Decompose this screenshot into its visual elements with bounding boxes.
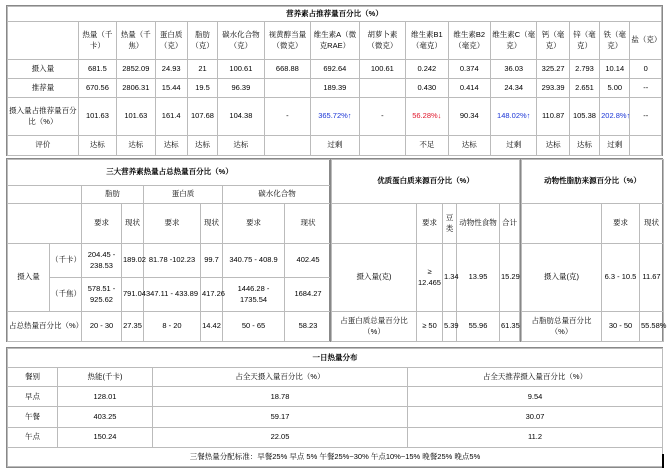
- section2-title: 三大营养素热量占总热量百分比（%）: [8, 160, 332, 186]
- value-cell: ≥ 12.465: [417, 244, 443, 312]
- table-row: [522, 244, 664, 312]
- table-row: [522, 312, 664, 342]
- header-cell: 锌（毫克）: [569, 22, 599, 60]
- value-cell: 340.75 - 408.9: [223, 244, 285, 278]
- value-cell: 24.34: [490, 79, 536, 98]
- daily-heat-section: [6, 347, 663, 468]
- table-row: [8, 79, 662, 98]
- row-label: 摄入量(克): [522, 244, 602, 312]
- value-cell: 15.44: [155, 79, 187, 98]
- excess-value: 202.8%↑: [600, 98, 630, 136]
- header-cell: 蛋白质（克）: [155, 22, 187, 60]
- quality-protein-section: [330, 158, 520, 342]
- value-cell: 11.67: [640, 244, 664, 312]
- intake-label: 摄入量: [8, 244, 50, 312]
- value-cell: 24.93: [155, 60, 187, 79]
- value-cell: 达标: [155, 136, 187, 156]
- value-cell: 6.3 - 10.5: [602, 244, 640, 312]
- value-cell: 达标: [218, 136, 264, 156]
- nutrient-header-row: [8, 22, 662, 60]
- value-cell: 668.88: [264, 60, 310, 79]
- header-cell: 钙（毫克）: [537, 22, 569, 60]
- header-cell: 维生素B2（毫克）: [448, 22, 490, 60]
- value-cell: 100.61: [359, 60, 405, 79]
- row-label: 占蛋白质总量百分比（%）: [332, 312, 417, 342]
- excess-value: 148.02%↑: [490, 98, 536, 136]
- header-cell: 热能(千卡): [58, 368, 153, 387]
- value-cell: 101.63: [117, 98, 155, 136]
- carb-header: 碳水化合物: [223, 186, 332, 204]
- value-cell: 2852.09: [117, 60, 155, 79]
- section4-title: 动物性脂肪来源百分比（%）: [522, 160, 664, 204]
- value-cell: 96.39: [218, 79, 264, 98]
- value-cell: 达标: [78, 136, 116, 156]
- excess-value: 365.72%↑: [311, 98, 360, 136]
- value-cell: --: [630, 98, 662, 136]
- value-cell: 不足: [406, 136, 448, 156]
- value-cell: 578.51 - 925.62: [82, 278, 122, 312]
- header-cell: 维生素B1（毫克）: [406, 22, 448, 60]
- value-cell: 325.27: [537, 60, 569, 79]
- value-cell: 55.96: [457, 312, 500, 342]
- row-label: 摄入量: [8, 60, 79, 79]
- value-cell: 105.38: [569, 98, 599, 136]
- distribution-standard-note: 三餐热量分配标准：早餐25% 早点 5% 午餐25%~30% 午点10%~15% 晚餐25% 晚点5%: [8, 447, 663, 466]
- value-cell: 14.42: [201, 312, 223, 342]
- value-cell: 1684.27: [285, 278, 332, 312]
- value-cell: 791.04: [122, 278, 144, 312]
- value-cell: 达标: [117, 136, 155, 156]
- daily-heat-table: [7, 348, 663, 467]
- value-cell: 150.24: [58, 427, 153, 447]
- value-cell: 21: [187, 60, 217, 79]
- value-cell: 107.68: [187, 98, 217, 136]
- value-cell: 61.35: [500, 312, 520, 342]
- value-cell: 204.45 - 238.53: [82, 244, 122, 278]
- value-cell: 59.17: [153, 407, 408, 427]
- unit-label: （千焦）: [50, 278, 82, 312]
- value-cell: 692.64: [311, 60, 360, 79]
- row-label: 占脂肪总量百分比（%）: [522, 312, 602, 342]
- unit-label: （千卡）: [50, 244, 82, 278]
- header-cell: 热量（千焦）: [117, 22, 155, 60]
- quality-protein-table: [331, 159, 520, 342]
- value-cell: 90.34: [448, 98, 490, 136]
- value-cell: 8 - 20: [144, 312, 201, 342]
- animal-fat-section: [520, 158, 667, 342]
- header-cell: 碳水化合物（克）: [218, 22, 264, 60]
- value-cell: 过剩: [311, 136, 360, 156]
- value-cell: [264, 136, 310, 156]
- table-row: [8, 278, 332, 312]
- header-cell: 胡萝卜素（微克）: [359, 22, 405, 60]
- value-cell: 过剩: [600, 136, 630, 156]
- value-cell: 0.430: [406, 79, 448, 98]
- value-cell: -: [359, 98, 405, 136]
- value-cell: 0: [630, 60, 662, 79]
- value-cell: 达标: [537, 136, 569, 156]
- value-cell: 19.5: [187, 79, 217, 98]
- value-cell: 36.03: [490, 60, 536, 79]
- value-cell: [630, 136, 662, 156]
- value-cell: 1446.28 - 1735.54: [223, 278, 285, 312]
- value-cell: 过剩: [490, 136, 536, 156]
- requirement-header: 要求: [417, 204, 443, 244]
- header-cell: 维生素C（毫克）: [490, 22, 536, 60]
- header-cell: 脂肪（克）: [187, 22, 217, 60]
- table-row: [8, 60, 662, 79]
- header-cell: 维生素A（微克RAE）: [311, 22, 360, 60]
- deficient-value: 56.28%↓: [406, 98, 448, 136]
- value-cell: 20 - 30: [82, 312, 122, 342]
- value-cell: 2806.31: [117, 79, 155, 98]
- meal-label: 午餐: [8, 407, 58, 427]
- meal-label: 早点: [8, 387, 58, 407]
- table-row: [8, 312, 332, 342]
- value-cell: 403.25: [58, 407, 153, 427]
- value-cell: -: [264, 98, 310, 136]
- header-cell: 铁（毫克）: [600, 22, 630, 60]
- value-cell: 417.26: [201, 278, 223, 312]
- value-cell: 10.14: [600, 60, 630, 79]
- status-header: 现状: [201, 204, 223, 244]
- value-cell: 达标: [569, 136, 599, 156]
- header-cell: 热量（千卡）: [78, 22, 116, 60]
- value-cell: 2.651: [569, 79, 599, 98]
- header-cell: 占全天摄入量百分比（%）: [153, 368, 408, 387]
- protein-header: 蛋白质: [144, 186, 223, 204]
- edge-marker: [662, 454, 664, 468]
- blank-cell: [8, 204, 82, 244]
- value-cell: 18.78: [153, 387, 408, 407]
- value-cell: 30.07: [408, 407, 663, 427]
- value-cell: 347.11 - 433.89: [144, 278, 201, 312]
- value-cell: 0.242: [406, 60, 448, 79]
- table-row: [8, 407, 663, 427]
- macronutrient-section: [6, 158, 330, 342]
- value-cell: 681.5: [78, 60, 116, 79]
- value-cell: 0.374: [448, 60, 490, 79]
- table-row: [8, 244, 332, 278]
- value-cell: --: [630, 79, 662, 98]
- value-cell: 达标: [187, 136, 217, 156]
- value-cell: ≥ 50: [417, 312, 443, 342]
- header-cell: 视黄醇当量（微克）: [264, 22, 310, 60]
- value-cell: 402.45: [285, 244, 332, 278]
- row-label: 摄入量占推荐量百分比（%）: [8, 98, 79, 136]
- table-row: [332, 244, 520, 312]
- requirement-header: 要求: [602, 204, 640, 244]
- value-cell: 9.54: [408, 387, 663, 407]
- value-cell: 50 - 65: [223, 312, 285, 342]
- value-cell: 293.39: [537, 79, 569, 98]
- value-cell: 670.56: [78, 79, 116, 98]
- section1-title: 营养素占推荐量百分比（%）: [8, 7, 662, 22]
- value-cell: 2.793: [569, 60, 599, 79]
- header-cell: 占全天推荐摄入量百分比（%）: [408, 368, 663, 387]
- value-cell: 30 - 50: [602, 312, 640, 342]
- value-cell: 161.4: [155, 98, 187, 136]
- value-cell: 0.414: [448, 79, 490, 98]
- table-row: [8, 136, 662, 156]
- row-label: 摄入量(克): [332, 244, 417, 312]
- row-label: 推荐量: [8, 79, 79, 98]
- table-row: [8, 387, 663, 407]
- header-cell: 餐别: [8, 368, 58, 387]
- meal-label: 午点: [8, 427, 58, 447]
- section3-title: 优质蛋白质来源百分比（%）: [332, 160, 520, 204]
- value-cell: 189.02: [122, 244, 144, 278]
- value-cell: 81.78 -102.23: [144, 244, 201, 278]
- value-cell: 100.61: [218, 60, 264, 79]
- nutrient-table: [7, 6, 662, 156]
- value-cell: 13.95: [457, 244, 500, 312]
- table-row: [8, 427, 663, 447]
- value-cell: 99.7: [201, 244, 223, 278]
- table-row: [332, 312, 520, 342]
- value-cell: 5.39: [443, 312, 457, 342]
- value-cell: [359, 136, 405, 156]
- status-header: 现状: [640, 204, 664, 244]
- table-row: [8, 98, 662, 136]
- status-header: 现状: [122, 204, 144, 244]
- value-cell: 5.00: [600, 79, 630, 98]
- value-cell: [359, 79, 405, 98]
- fat-header: 脂肪: [82, 186, 144, 204]
- header-row: [8, 368, 663, 387]
- value-cell: 11.2: [408, 427, 663, 447]
- nutrient-percentage-section: [6, 5, 663, 156]
- value-cell: 22.05: [153, 427, 408, 447]
- value-cell: 15.29: [500, 244, 520, 312]
- animal-fat-table: [521, 159, 667, 342]
- requirement-header: 要求: [82, 204, 122, 244]
- value-cell: 达标: [448, 136, 490, 156]
- blank-cell: [332, 204, 417, 244]
- corner-cell: [8, 22, 79, 60]
- value-cell: 1.34: [443, 244, 457, 312]
- requirement-header: 要求: [144, 204, 201, 244]
- value-cell: 101.63: [78, 98, 116, 136]
- blank-cell: [8, 186, 82, 204]
- value-cell: 27.35: [122, 312, 144, 342]
- value-cell: 55.58%: [640, 312, 664, 342]
- blank-cell: [522, 204, 602, 244]
- bean-header: 豆类: [443, 204, 457, 244]
- value-cell: 58.23: [285, 312, 332, 342]
- status-header: 现状: [285, 204, 332, 244]
- section5-title: 一日热量分布: [8, 349, 663, 368]
- macronutrient-table: [7, 159, 332, 342]
- value-cell: [264, 79, 310, 98]
- header-cell: 盐（克）: [630, 22, 662, 60]
- row-label: 占总热量百分比（%）: [8, 312, 82, 342]
- value-cell: 110.87: [537, 98, 569, 136]
- requirement-header: 要求: [223, 204, 285, 244]
- row-label: 评价: [8, 136, 79, 156]
- total-header: 合计: [500, 204, 520, 244]
- value-cell: 189.39: [311, 79, 360, 98]
- value-cell: 128.01: [58, 387, 153, 407]
- animal-food-header: 动物性食物: [457, 204, 500, 244]
- value-cell: 104.38: [218, 98, 264, 136]
